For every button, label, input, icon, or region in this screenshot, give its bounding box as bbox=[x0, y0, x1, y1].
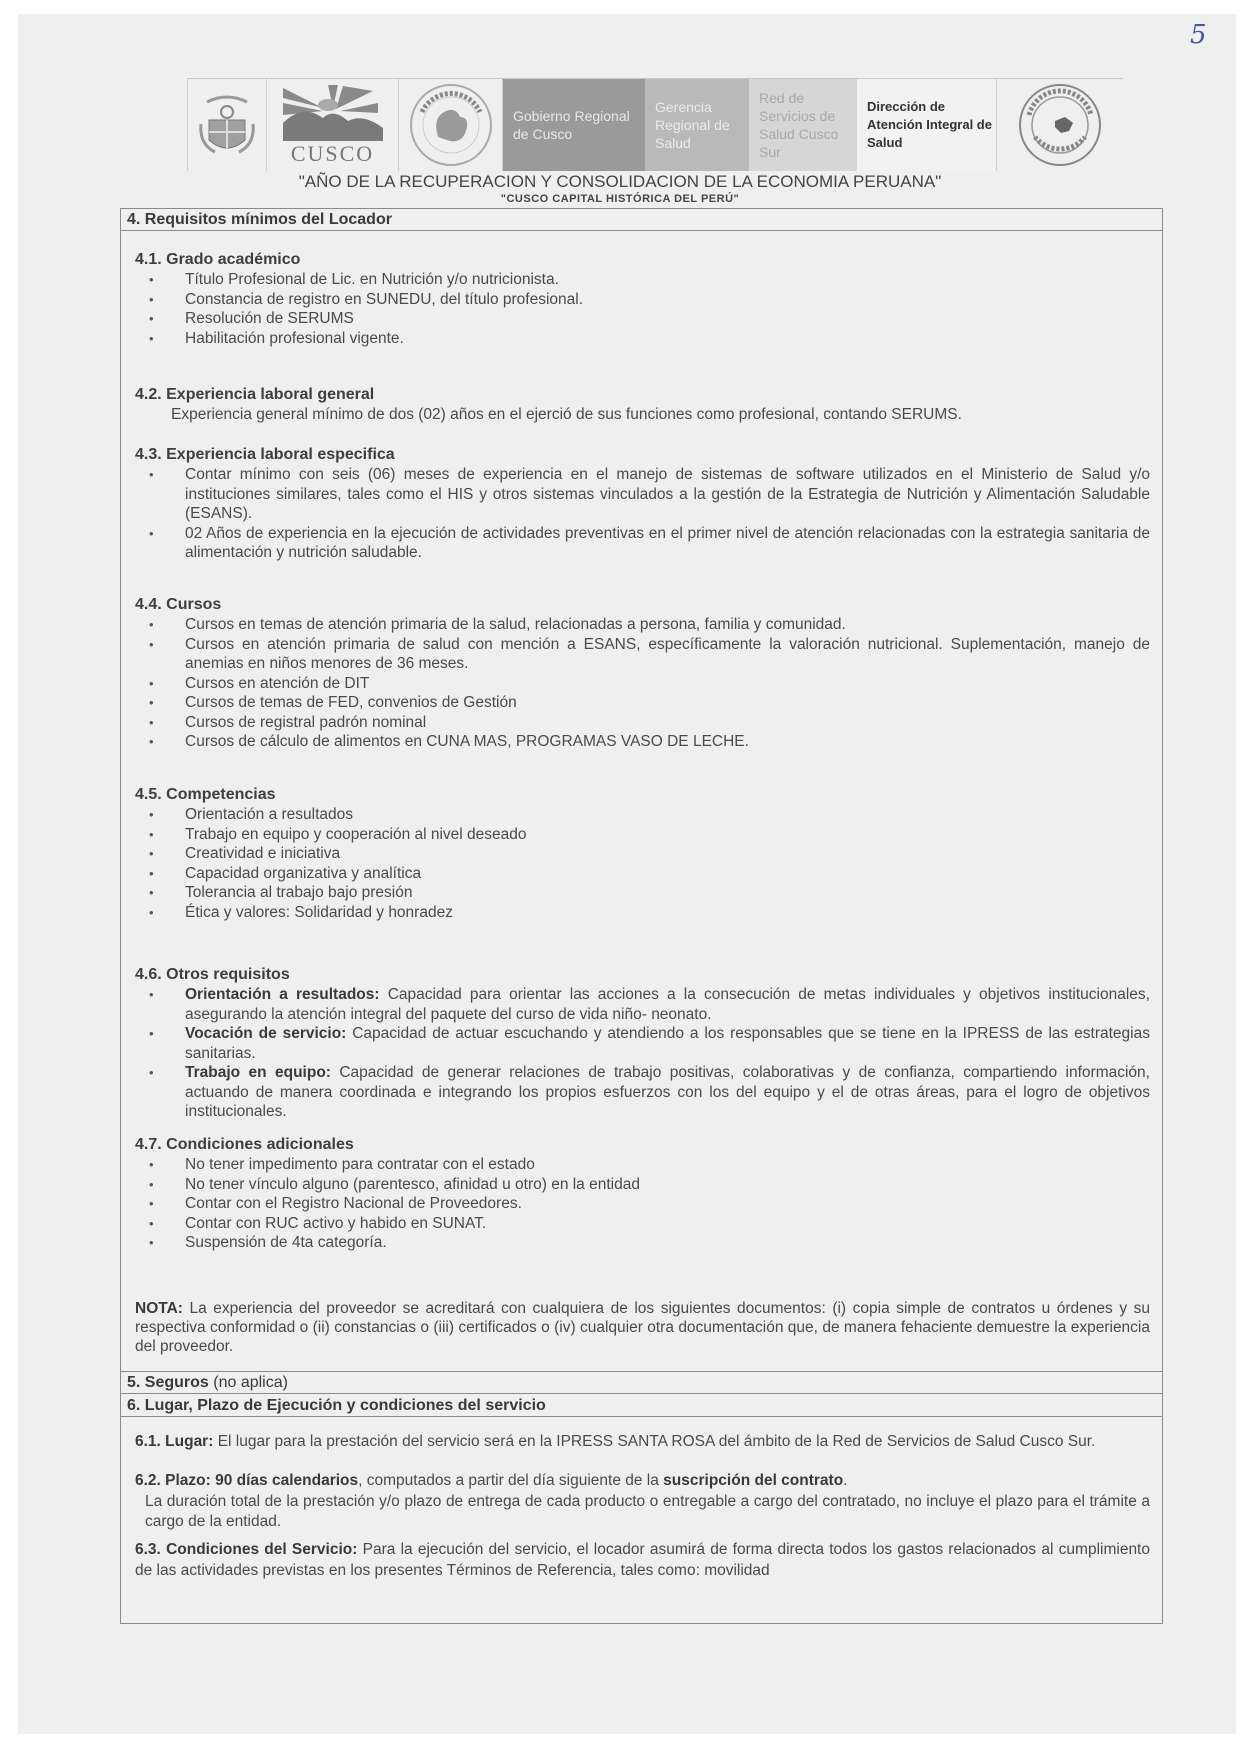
section-6-2: 6.2. Plazo: 90 días calendarios, computados a partir del día siguiente de la suscripción del contrato. La duración total de la prestación y/o plazo de entrega de cada producto o entregable a cargo del contratado, no incluye el plazo para el trámite a cargo de la entidad. bbox=[135, 1472, 1150, 1530]
section-4-1 bbox=[121, 249, 1162, 348]
cusco-mountain-sun-icon bbox=[278, 83, 388, 141]
section-4-6 bbox=[121, 964, 1162, 1122]
specific-experience-list bbox=[135, 465, 1150, 563]
cusco-wordmark: CUSCO bbox=[290, 141, 375, 166]
note-label: NOTA: bbox=[135, 1300, 183, 1317]
duration-detail: La duración total de la prestación y/o plazo de entrega de cada producto o entregable a cargo del contratado, no incluye el plazo para el trámite a cargo de la entidad. bbox=[145, 1493, 1150, 1530]
section-4-4-title: 4.4. Cursos bbox=[135, 596, 222, 613]
list-item: • Orientación a resultados: Capacidad para orientar las acciones a la consecución de metas individuales y objetivos institucionales, asegurando la atención integral del paquete del curso de vida niño- neonato. bbox=[167, 985, 1150, 1024]
list-item: • Contar mínimo con seis (06) meses de experiencia en el manejo de sistemas de software utilizados en el Ministerio de Salud y/o instituciones similares, tales como el HIS y otros sistemas vinculados a la gestión de la Estrategia de Nutrición y Alimentación Saludable (ESANS). bbox=[167, 465, 1150, 524]
list-item: • Resolución de SERUMS bbox=[167, 309, 1150, 329]
gobierno-regional-cusco-logo bbox=[267, 79, 399, 171]
box-red-servicios: Red de Servicios de Salud Cusco Sur bbox=[749, 79, 857, 171]
list-item: • Suspensión de 4ta categoría. bbox=[167, 1233, 1150, 1253]
list-item: • Vocación de servicio: Capacidad de actuar escuchando y atendiendo a los responsables que se tiene en la IPRESS de las estrategias sanitarias. bbox=[167, 1024, 1150, 1063]
list-item: • No tener vínculo alguno (parentesco, afinidad u otro) en la entidad bbox=[167, 1175, 1150, 1195]
additional-conditions-list bbox=[135, 1155, 1150, 1253]
section-4-3 bbox=[121, 444, 1162, 563]
section-6-title: 6. Lugar, Plazo de Ejecución y condiciones del servicio bbox=[121, 1395, 1162, 1417]
list-item: • Creatividad e iniciativa bbox=[167, 844, 1150, 864]
list-item: • 02 Años de experiencia en la ejecución de actividades preventivas en el primer nivel de atención relacionadas con la estrategia sanitaria de alimentación y nutrición saludable. bbox=[167, 524, 1150, 563]
note-text: La experiencia del proveedor se acreditará con cualquiera de los siguientes documentos: (i) copia simple de contratos u órdenes y su respectiva conformidad o (ii) constancias o (iii) certificados o (iv) cualquier otra documentación que, de manera fehaciente demuestre la experiencia del proveedor. bbox=[135, 1300, 1150, 1355]
list-item: • Capacidad organizativa y analítica bbox=[167, 864, 1150, 884]
coat-of-arms-icon bbox=[197, 90, 257, 160]
list-item: • Cursos de temas de FED, convenios de Gestión bbox=[167, 693, 1150, 713]
city-motto: "CUSCO CAPITAL HISTÓRICA DEL PERÚ" bbox=[500, 193, 740, 205]
list-item: • Cursos de registral padrón nominal bbox=[167, 713, 1150, 733]
competencies-list bbox=[135, 805, 1150, 922]
list-item: • Cursos de cálculo de alimentos en CUNA MAS, PROGRAMAS VASO DE LECHE. bbox=[167, 732, 1150, 752]
section-4-7 bbox=[121, 1134, 1162, 1253]
section-6-3: 6.3. Condiciones del Servicio: Para la ejecución del servicio, el locador asumirá de forma directa todos los gastos relacionados al cumplimiento de las actividades previstas en los presentes Términos de Referencia, tales como: movilidad bbox=[135, 1541, 1150, 1579]
list-item: • Cursos en atención de DIT bbox=[167, 674, 1150, 694]
section-6-1: 6.1. Lugar: El lugar para la prestación del servicio será en la IPRESS SANTA ROSA del ámbito de la Red de Servicios de Salud Cusco Sur. bbox=[135, 1433, 1096, 1450]
list-item: • Habilitación profesional vigente. bbox=[167, 329, 1150, 349]
section-5-title: 5. Seguros (no aplica) bbox=[121, 1372, 1162, 1394]
list-item: • Cursos en atención primaria de salud con mención a ESANS, específicamente la valoración nutricional. Suplementación, manejo de anemias en niños menores de 36 meses. bbox=[167, 635, 1150, 674]
list-item: • Trabajo en equipo: Capacidad de generar relaciones de trabajo positivas, colaborativas y de confianza, compartiendo información, actuando de manera coordinada e integrando los propios esfuerzos con los del equipo y el de otras áreas, para el logro de objetivos institucionales. bbox=[167, 1063, 1150, 1122]
escudo-peru-logo bbox=[187, 79, 267, 171]
box-gerencia-regional: Gerencia Regional de Salud bbox=[645, 79, 749, 171]
section-4-2-title: 4.2. Experiencia laboral general bbox=[135, 386, 375, 403]
box-gobierno-regional: Gobierno Regional de Cusco bbox=[503, 79, 645, 171]
list-item: • Trabajo en equipo y cooperación al nivel deseado bbox=[167, 825, 1150, 845]
section-4-4 bbox=[121, 594, 1162, 752]
section-4-title: 4. Requisitos mínimos del Locador bbox=[121, 209, 1162, 231]
list-item: • Contar con RUC activo y habido en SUNAT. bbox=[167, 1214, 1150, 1234]
gerencia-salud-seal bbox=[399, 79, 503, 171]
note-block bbox=[121, 1299, 1162, 1356]
list-item: • Constancia de registro en SUNEDU, del título profesional. bbox=[167, 290, 1150, 310]
list-item: • Cursos en temas de atención primaria de la salud, relacionadas a persona, familia y comunidad. bbox=[167, 615, 1150, 635]
round-seal-icon bbox=[408, 82, 494, 168]
other-requirements-list bbox=[135, 985, 1150, 1122]
list-item: • Título Profesional de Lic. en Nutrición y/o nutricionista. bbox=[167, 270, 1150, 290]
section-4-1-title: 4.1. Grado académico bbox=[135, 251, 301, 268]
section-4-5 bbox=[121, 784, 1162, 922]
list-item: • Tolerancia al trabajo bajo presión bbox=[167, 883, 1150, 903]
courses-list bbox=[135, 615, 1150, 752]
section-4-6-title: 4.6. Otros requisitos bbox=[135, 966, 290, 983]
academic-degree-list bbox=[135, 270, 1150, 348]
section-4-3-title: 4.3. Experiencia laboral especifica bbox=[135, 446, 395, 463]
general-experience-text: Experiencia general mínimo de dos (02) años en el ejerció de sus funciones como profesional, contando SERUMS. bbox=[171, 406, 962, 423]
list-item: • Orientación a resultados bbox=[167, 805, 1150, 825]
terms-table bbox=[120, 208, 1163, 1624]
section-4-5-title: 4.5. Competencias bbox=[135, 786, 276, 803]
list-item: • No tener impedimento para contratar con el estado bbox=[167, 1155, 1150, 1175]
year-motto: "AÑO DE LA RECUPERACION Y CONSOLIDACION DE LA ECONOMIA PERUANA" bbox=[298, 172, 942, 191]
section-4-7-title: 4.7. Condiciones adicionales bbox=[135, 1136, 354, 1153]
box-direccion: Dirección de Atención Integral de Salud bbox=[857, 79, 997, 171]
page-number: 5 bbox=[1190, 20, 1207, 50]
red-cusco-sur-seal bbox=[997, 79, 1123, 171]
header-logo-band bbox=[187, 78, 1123, 171]
round-seal-icon bbox=[1015, 81, 1105, 169]
list-item: • Contar con el Registro Nacional de Proveedores. bbox=[167, 1194, 1150, 1214]
list-item: • Ética y valores: Solidaridad y honradez bbox=[167, 903, 1150, 923]
section-4-2 bbox=[121, 384, 1162, 424]
